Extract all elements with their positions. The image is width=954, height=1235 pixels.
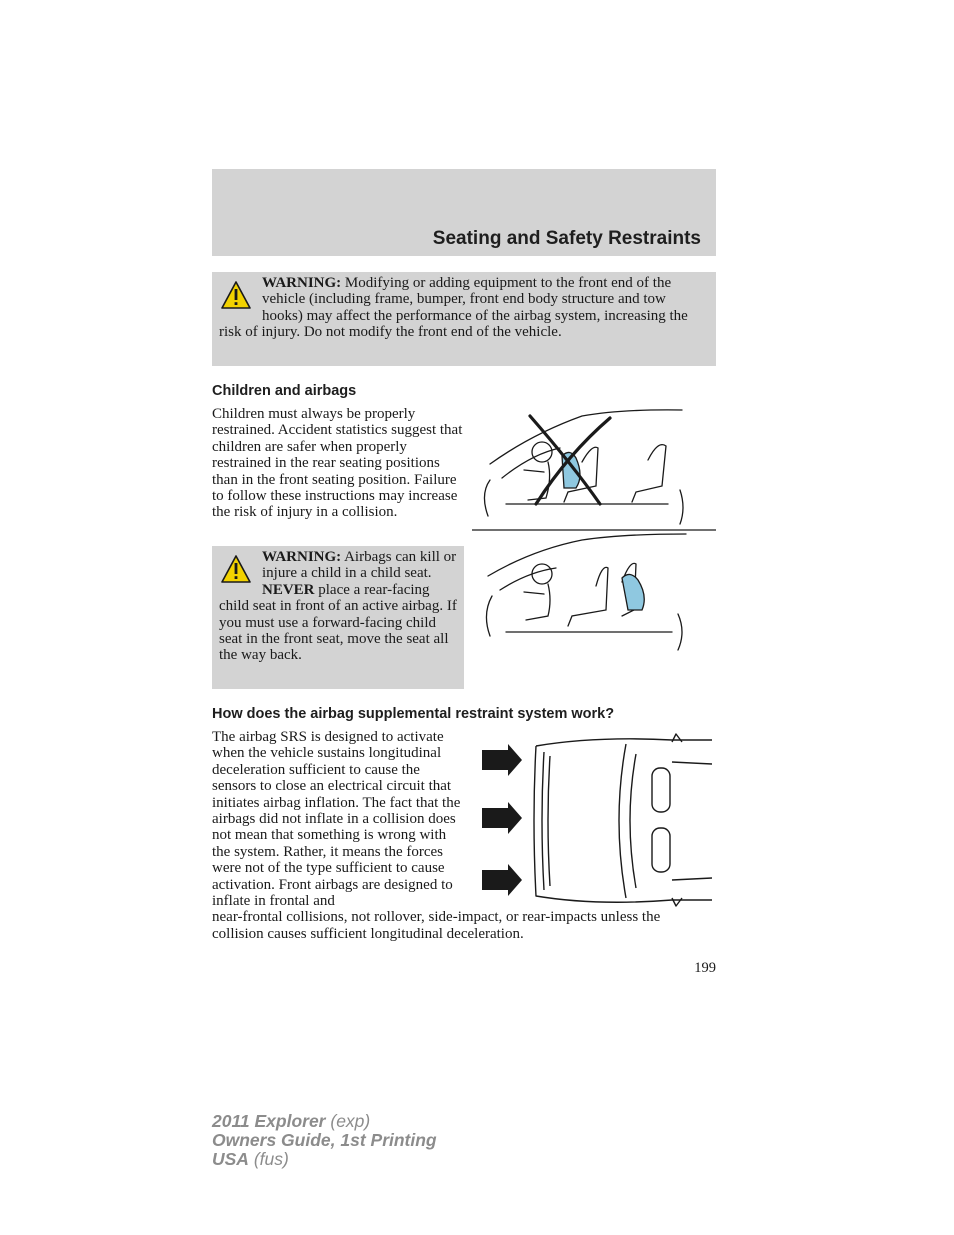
- warning-emphasis: NEVER: [262, 581, 315, 598]
- warning-text: [219, 549, 458, 664]
- impact-arrows: [482, 744, 522, 896]
- child-seat-rear-illustration: [472, 530, 716, 656]
- seat-left: [652, 768, 670, 812]
- warning-box-front-end: [212, 272, 716, 366]
- srs-paragraph-wide: near-frontal collisions, not rollover, side-impact, or rear-impacts unless the collision causes sufficient longitudinal deceleration.: [212, 909, 661, 942]
- warning-body-b: place a rear-facing child seat in front of an active airbag. If you must use a forward-facing child seat in the front seat, move the seat all the way back.: [219, 581, 457, 664]
- warning-triangle-icon: [220, 280, 252, 310]
- section-title: Seating and Safety Restraints: [432, 228, 701, 249]
- footer-line-model: 2011 Explorer (exp): [212, 1111, 371, 1131]
- section-header-band: [212, 169, 716, 256]
- frontal-impact-car-illustration: [476, 732, 712, 908]
- arrow-right-icon: [482, 864, 522, 896]
- windshield: [619, 744, 626, 898]
- document-footer: [212, 1112, 437, 1169]
- page-number: 199: [694, 960, 716, 976]
- footer-line-region: USA (fus): [212, 1149, 289, 1169]
- srs-paragraph-narrow: The airbag SRS is designed to activate when the vehicle sustains longitudinal deceleration sufficient to cause the sensors to close an electrical circuit that initiates airbag inflation. The fact that the airbags did not inflate in a collision does not mean that something is wrong with the system. Rather, it means the forces were not of the type sufficient to cause activation. Front airbags are designed to inflate in frontal and: [212, 729, 461, 910]
- children-airbags-paragraph: Children must always be properly restrained. Accident statistics suggest that children are safer when properly restrained in the rear seating positions than in the front seating position. Failure to follow these instructions may increase the risk of injury in a collision.: [212, 406, 463, 521]
- footer-line-edition: Owners Guide, 1st Printing: [212, 1130, 437, 1150]
- warning-label: WARNING:: [262, 549, 342, 565]
- children-airbags-heading: Children and airbags: [212, 383, 357, 399]
- warning-box-child-seat: [212, 546, 464, 689]
- warning-body: Modifying or adding equipment to the front end of the vehicle (including frame, bumper, front end body structure and tow hooks) may affect the performance of the airbag system, increasing the risk of injury. Do not modify the front end of the vehicle.: [219, 275, 688, 341]
- warning-body-a: Airbags can kill or injure a child in a child seat.: [262, 549, 457, 582]
- arrow-right-icon: [482, 802, 522, 834]
- warning-label: WARNING:: [262, 275, 342, 291]
- warning-text: [219, 275, 708, 341]
- roof-line: [488, 534, 686, 576]
- arrow-right-icon: [482, 744, 522, 776]
- seat-right: [652, 828, 670, 872]
- srs-heading: How does the airbag supplemental restraint system work?: [212, 706, 615, 722]
- child-seat-front-prohibited-illustration: [472, 404, 716, 534]
- warning-triangle-icon: [220, 554, 252, 584]
